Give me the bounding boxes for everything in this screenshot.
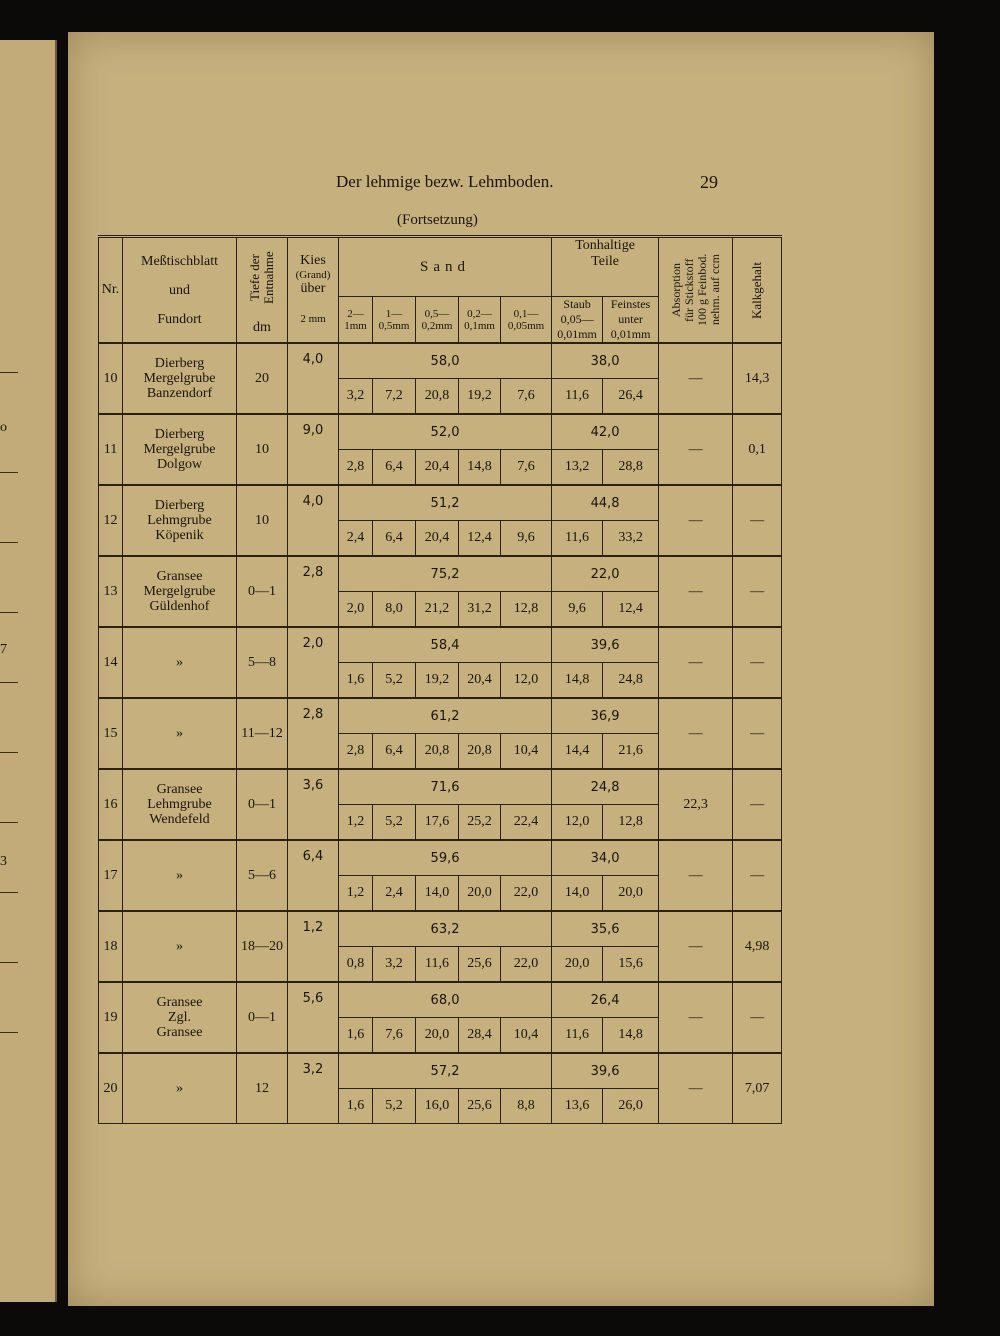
cell-nr: 14: [99, 627, 123, 698]
cell-nr: 17: [99, 840, 123, 911]
col-kies-line: über: [300, 281, 326, 296]
col-feinstes: [603, 297, 659, 344]
fundort-line: »: [176, 868, 183, 883]
fundort-line: Gransee: [156, 995, 203, 1010]
col-staub: [552, 297, 603, 344]
margin-rule: [0, 752, 18, 753]
cell-nr: 16: [99, 769, 123, 840]
col-feinstes-line: 0,01mm: [610, 327, 651, 341]
cell-sand-fraction: 8,0: [373, 592, 416, 628]
col-ton: [552, 237, 659, 297]
margin-rule: [0, 962, 18, 963]
cell-staub: 11,6: [552, 1018, 603, 1054]
cell-sand-fraction: 0,8: [339, 947, 373, 983]
table-row: [99, 556, 782, 592]
cell-kies: 2,8: [288, 698, 339, 769]
cell-sand-fraction: 21,2: [416, 592, 459, 628]
cell-feinstes: 26,4: [603, 379, 659, 415]
col-feinstes-line: unter: [618, 312, 643, 326]
cell-kies: 2,8: [288, 556, 339, 627]
col-sand: Sand: [339, 237, 552, 297]
col-ton-line: Teile: [591, 254, 619, 269]
cell-sand-fraction: 19,2: [416, 663, 459, 699]
fundort-line: »: [176, 726, 183, 741]
cell-tiefe: 10: [237, 414, 288, 485]
col-sand-sub-b: 0,1mm: [464, 319, 495, 332]
cell-kalk: —: [733, 982, 782, 1053]
cell-kies: 4,0: [288, 343, 339, 414]
cell-nr: 12: [99, 485, 123, 556]
cell-nr: 20: [99, 1053, 123, 1124]
cell-ton-total: 34,0: [552, 840, 659, 876]
cell-nr: 13: [99, 556, 123, 627]
cell-sand-total: 51,2: [339, 485, 552, 521]
col-absorption-line: Absorption: [668, 263, 683, 317]
col-staub-line: 0,01mm: [557, 327, 597, 341]
cell-sand-fraction: 9,6: [501, 521, 552, 557]
cell-sand-fraction: 20,8: [416, 379, 459, 415]
cell-kies: 4,0: [288, 485, 339, 556]
cell-sand-fraction: 2,8: [339, 734, 373, 770]
fundort-line: Lehmgrube: [147, 797, 212, 812]
cell-ton-total: 44,8: [552, 485, 659, 521]
cell-sand-total: 63,2: [339, 911, 552, 947]
cell-sand-total: 58,4: [339, 627, 552, 663]
fundort-line: Wendefeld: [149, 812, 210, 827]
col-kies-line: Kies: [300, 253, 326, 268]
table-row: [99, 485, 782, 521]
cell-sand-fraction: 10,4: [501, 1018, 552, 1054]
table-body: [99, 343, 782, 1124]
cell-ton-total: 24,8: [552, 769, 659, 805]
cell-sand-total: 71,6: [339, 769, 552, 805]
cell-ton-total: 38,0: [552, 343, 659, 379]
margin-rule: [0, 542, 18, 543]
cell-nr: 18: [99, 911, 123, 982]
cell-fundort: [123, 414, 237, 485]
cell-fundort: [123, 698, 237, 769]
cell-staub: 13,6: [552, 1089, 603, 1124]
cell-sand-fraction: 6,4: [373, 521, 416, 557]
cell-absorption: —: [659, 840, 733, 911]
cell-tiefe: 5—6: [237, 840, 288, 911]
col-absorption-line: 100 g Feinbod.: [694, 253, 709, 327]
fundort-line: »: [176, 939, 183, 954]
margin-rule: [0, 472, 18, 473]
fundort-line: Zgl.: [168, 1010, 191, 1025]
fundort-line: Mergelgrube: [143, 584, 216, 599]
cell-sand-fraction: 20,0: [416, 1018, 459, 1054]
cell-tiefe: 10: [237, 485, 288, 556]
page-number: 29: [700, 172, 718, 192]
cell-sand-fraction: 20,4: [459, 663, 501, 699]
cell-sand-fraction: 7,2: [373, 379, 416, 415]
fundort-line: Köpenik: [155, 528, 204, 543]
cell-nr: 19: [99, 982, 123, 1053]
col-fundort: [123, 237, 237, 344]
cell-kalk: —: [733, 769, 782, 840]
cell-absorption: —: [659, 698, 733, 769]
cell-sand-fraction: 1,6: [339, 1089, 373, 1124]
margin-label: 3: [0, 854, 7, 869]
cell-fundort: [123, 769, 237, 840]
cell-feinstes: 33,2: [603, 521, 659, 557]
fundort-line: Dierberg: [154, 356, 205, 371]
cell-kalk: —: [733, 627, 782, 698]
fundort-line: Dierberg: [154, 427, 205, 442]
cell-sand-fraction: 1,6: [339, 663, 373, 699]
cell-sand-fraction: 12,0: [501, 663, 552, 699]
table-row: [99, 414, 782, 450]
fundort-line: Mergelgrube: [143, 371, 216, 386]
col-tiefe-label: Tiefe der Entnahme: [247, 251, 276, 305]
cell-sand-fraction: 10,4: [501, 734, 552, 770]
cell-sand-fraction: 7,6: [373, 1018, 416, 1054]
col-sand-sub-b: 1mm: [344, 319, 367, 332]
cell-kies: 5,6: [288, 982, 339, 1053]
margin-rule: [0, 682, 18, 683]
col-staub-line: Staub: [563, 297, 591, 311]
cell-kalk: —: [733, 840, 782, 911]
cell-sand-fraction: 20,4: [416, 450, 459, 486]
margin-rule: [0, 612, 18, 613]
cell-sand-fraction: 31,2: [459, 592, 501, 628]
col-kies-unit: 2 mm: [300, 313, 326, 325]
margin-rule: [0, 892, 18, 893]
cell-sand-fraction: 25,6: [459, 947, 501, 983]
cell-sand-fraction: 22,4: [501, 805, 552, 841]
cell-kalk: —: [733, 485, 782, 556]
cell-feinstes: 21,6: [603, 734, 659, 770]
cell-kies: 3,2: [288, 1053, 339, 1124]
cell-sand-fraction: 17,6: [416, 805, 459, 841]
cell-fundort: [123, 343, 237, 414]
cell-kies: 6,4: [288, 840, 339, 911]
cell-sand-fraction: 28,4: [459, 1018, 501, 1054]
cell-tiefe: 11—12: [237, 698, 288, 769]
cell-sand-fraction: 1,6: [339, 1018, 373, 1054]
cell-feinstes: 15,6: [603, 947, 659, 983]
col-staub-line: 0,05—: [560, 312, 594, 326]
cell-absorption: —: [659, 343, 733, 414]
margin-label: 7: [0, 642, 7, 657]
table-row: [99, 698, 782, 734]
cell-sand-fraction: 16,0: [416, 1089, 459, 1124]
cell-ton-total: 39,6: [552, 627, 659, 663]
col-kies-line: (Grand): [295, 269, 331, 281]
cell-staub: 14,0: [552, 876, 603, 912]
fundort-line: Gransee: [156, 1025, 203, 1040]
cell-sand-total: 52,0: [339, 414, 552, 450]
cell-fundort: [123, 556, 237, 627]
cell-sand-total: 68,0: [339, 982, 552, 1018]
cell-absorption: —: [659, 556, 733, 627]
table-row: [99, 343, 782, 379]
fundort-line: Banzendorf: [146, 386, 213, 401]
col-sand-sub-b: 0,2mm: [421, 319, 453, 332]
cell-kalk: 7,07: [733, 1053, 782, 1124]
table-row: [99, 627, 782, 663]
cell-sand-fraction: 12,8: [501, 592, 552, 628]
cell-sand-fraction: 7,6: [501, 450, 552, 486]
cell-absorption: —: [659, 414, 733, 485]
cell-sand-fraction: 2,0: [339, 592, 373, 628]
col-tiefe: [237, 237, 288, 344]
col-sand-2: [373, 297, 416, 344]
cell-kalk: 14,3: [733, 343, 782, 414]
cell-sand-fraction: 25,6: [459, 1089, 501, 1124]
cell-kalk: 4,98: [733, 911, 782, 982]
cell-kalk: 0,1: [733, 414, 782, 485]
cell-feinstes: 20,0: [603, 876, 659, 912]
fundort-line: Mergelgrube: [143, 442, 216, 457]
cell-sand-fraction: 14,0: [416, 876, 459, 912]
cell-fundort: [123, 982, 237, 1053]
cell-sand-fraction: 6,4: [373, 450, 416, 486]
cell-sand-fraction: 22,0: [501, 947, 552, 983]
col-fundort-line: Fundort: [157, 311, 202, 327]
col-sand-sub-a: 0,1—: [513, 307, 539, 320]
fundort-line: »: [176, 655, 183, 670]
fundort-line: Güldenhof: [149, 599, 210, 614]
cell-sand-fraction: 20,0: [459, 876, 501, 912]
table-row: [99, 1053, 782, 1089]
cell-sand-fraction: 3,2: [339, 379, 373, 415]
cell-sand-fraction: 20,8: [459, 734, 501, 770]
cell-ton-total: 26,4: [552, 982, 659, 1018]
col-kies: [288, 237, 339, 344]
col-sand-1: [339, 297, 373, 344]
cell-sand-fraction: 2,8: [339, 450, 373, 486]
fundort-line: Dierberg: [154, 498, 205, 513]
cell-sand-total: 58,0: [339, 343, 552, 379]
cell-staub: 12,0: [552, 805, 603, 841]
col-sand-5: [501, 297, 552, 344]
table-subtitle: (Fortsetzung): [397, 212, 478, 228]
cell-absorption: —: [659, 627, 733, 698]
cell-sand-fraction: 1,2: [339, 805, 373, 841]
fundort-line: Gransee: [156, 782, 203, 797]
cell-staub: 13,2: [552, 450, 603, 486]
cell-tiefe: 0—1: [237, 556, 288, 627]
col-sand-sub-a: 0,2—: [467, 307, 492, 320]
col-absorption: [659, 237, 733, 344]
cell-tiefe: 5—8: [237, 627, 288, 698]
cell-absorption: —: [659, 982, 733, 1053]
cell-feinstes: 24,8: [603, 663, 659, 699]
col-feinstes-line: Feinstes: [610, 297, 651, 311]
col-ton-line: Tonhaltige: [575, 238, 635, 253]
margin-rule: [0, 1032, 18, 1033]
cell-fundort: [123, 911, 237, 982]
cell-ton-total: 39,6: [552, 1053, 659, 1089]
cell-sand-total: 75,2: [339, 556, 552, 592]
fundort-line: Dolgow: [156, 457, 203, 472]
table-row: [99, 982, 782, 1018]
cell-kalk: —: [733, 698, 782, 769]
soil-analysis-table: [98, 235, 782, 1124]
cell-sand-fraction: 25,2: [459, 805, 501, 841]
cell-tiefe: 18—20: [237, 911, 288, 982]
cell-fundort: [123, 485, 237, 556]
cell-absorption: 22,3: [659, 769, 733, 840]
cell-sand-fraction: 20,8: [416, 734, 459, 770]
cell-staub: 20,0: [552, 947, 603, 983]
cell-sand-fraction: 5,2: [373, 1089, 416, 1124]
cell-sand-fraction: 7,6: [501, 379, 552, 415]
cell-fundort: [123, 1053, 237, 1124]
cell-sand-fraction: 12,4: [459, 521, 501, 557]
cell-sand-fraction: 1,2: [339, 876, 373, 912]
cell-sand-total: 61,2: [339, 698, 552, 734]
margin-rule: [0, 822, 18, 823]
cell-sand-fraction: 19,2: [459, 379, 501, 415]
cell-staub: 14,8: [552, 663, 603, 699]
cell-sand-fraction: 8,8: [501, 1089, 552, 1124]
col-sand-sub-a: 1—: [385, 307, 403, 320]
col-kalk-label: Kalkgehalt: [749, 261, 765, 319]
cell-absorption: —: [659, 1053, 733, 1124]
cell-kies: 1,2: [288, 911, 339, 982]
cell-kies: 9,0: [288, 414, 339, 485]
cell-staub: 14,4: [552, 734, 603, 770]
col-sand-3: [416, 297, 459, 344]
col-fundort-line: und: [169, 282, 190, 298]
cell-tiefe: 0—1: [237, 982, 288, 1053]
margin-rule: [0, 372, 18, 373]
cell-tiefe: 0—1: [237, 769, 288, 840]
table-row: [99, 911, 782, 947]
cell-feinstes: 26,0: [603, 1089, 659, 1124]
cell-tiefe: 20: [237, 343, 288, 414]
running-header: Der lehmige bezw. Lehmboden.: [336, 172, 554, 191]
cell-feinstes: 14,8: [603, 1018, 659, 1054]
cell-nr: 10: [99, 343, 123, 414]
col-sand-4: [459, 297, 501, 344]
table-row: [99, 769, 782, 805]
cell-sand-total: 57,2: [339, 1053, 552, 1089]
cell-ton-total: 42,0: [552, 414, 659, 450]
col-absorption-line: nehm. auf ccm: [707, 254, 722, 326]
cell-ton-total: 22,0: [552, 556, 659, 592]
cell-sand-fraction: 5,2: [373, 805, 416, 841]
cell-sand-total: 59,6: [339, 840, 552, 876]
col-fundort-line: Meßtischblatt: [141, 253, 218, 269]
col-absorption-line: für Stickstoff: [681, 258, 696, 322]
left-page-edge: [0, 40, 57, 1302]
col-sand-sub-a: 0,5—: [424, 307, 450, 320]
col-tiefe-unit: dm: [253, 320, 271, 335]
cell-feinstes: 28,8: [603, 450, 659, 486]
cell-tiefe: 12: [237, 1053, 288, 1124]
cell-staub: 11,6: [552, 379, 603, 415]
cell-sand-fraction: 2,4: [339, 521, 373, 557]
cell-ton-total: 35,6: [552, 911, 659, 947]
cell-absorption: —: [659, 485, 733, 556]
col-sand-sub-a: 2—: [347, 307, 364, 320]
cell-kies: 2,0: [288, 627, 339, 698]
cell-sand-fraction: 11,6: [416, 947, 459, 983]
cell-sand-fraction: 3,2: [373, 947, 416, 983]
cell-kalk: —: [733, 556, 782, 627]
table-row: [99, 840, 782, 876]
cell-feinstes: 12,4: [603, 592, 659, 628]
cell-sand-fraction: 20,4: [416, 521, 459, 557]
cell-nr: 15: [99, 698, 123, 769]
cell-staub: 11,6: [552, 521, 603, 557]
col-kalk: [733, 237, 782, 344]
cell-sand-fraction: 14,8: [459, 450, 501, 486]
cell-fundort: [123, 627, 237, 698]
cell-nr: 11: [99, 414, 123, 485]
cell-fundort: [123, 840, 237, 911]
fundort-line: Lehmgrube: [147, 513, 212, 528]
margin-label: o: [0, 420, 7, 435]
cell-staub: 9,6: [552, 592, 603, 628]
fundort-line: »: [176, 1081, 183, 1096]
cell-feinstes: 12,8: [603, 805, 659, 841]
cell-absorption: —: [659, 911, 733, 982]
cell-kies: 3,6: [288, 769, 339, 840]
cell-sand-fraction: 6,4: [373, 734, 416, 770]
fundort-line: Gransee: [156, 569, 203, 584]
col-nr: Nr.: [99, 237, 123, 344]
col-sand-sub-b: 0,5mm: [378, 319, 410, 332]
cell-sand-fraction: 5,2: [373, 663, 416, 699]
cell-ton-total: 36,9: [552, 698, 659, 734]
col-sand-sub-b: 0,05mm: [507, 319, 545, 332]
cell-sand-fraction: 22,0: [501, 876, 552, 912]
cell-sand-fraction: 2,4: [373, 876, 416, 912]
